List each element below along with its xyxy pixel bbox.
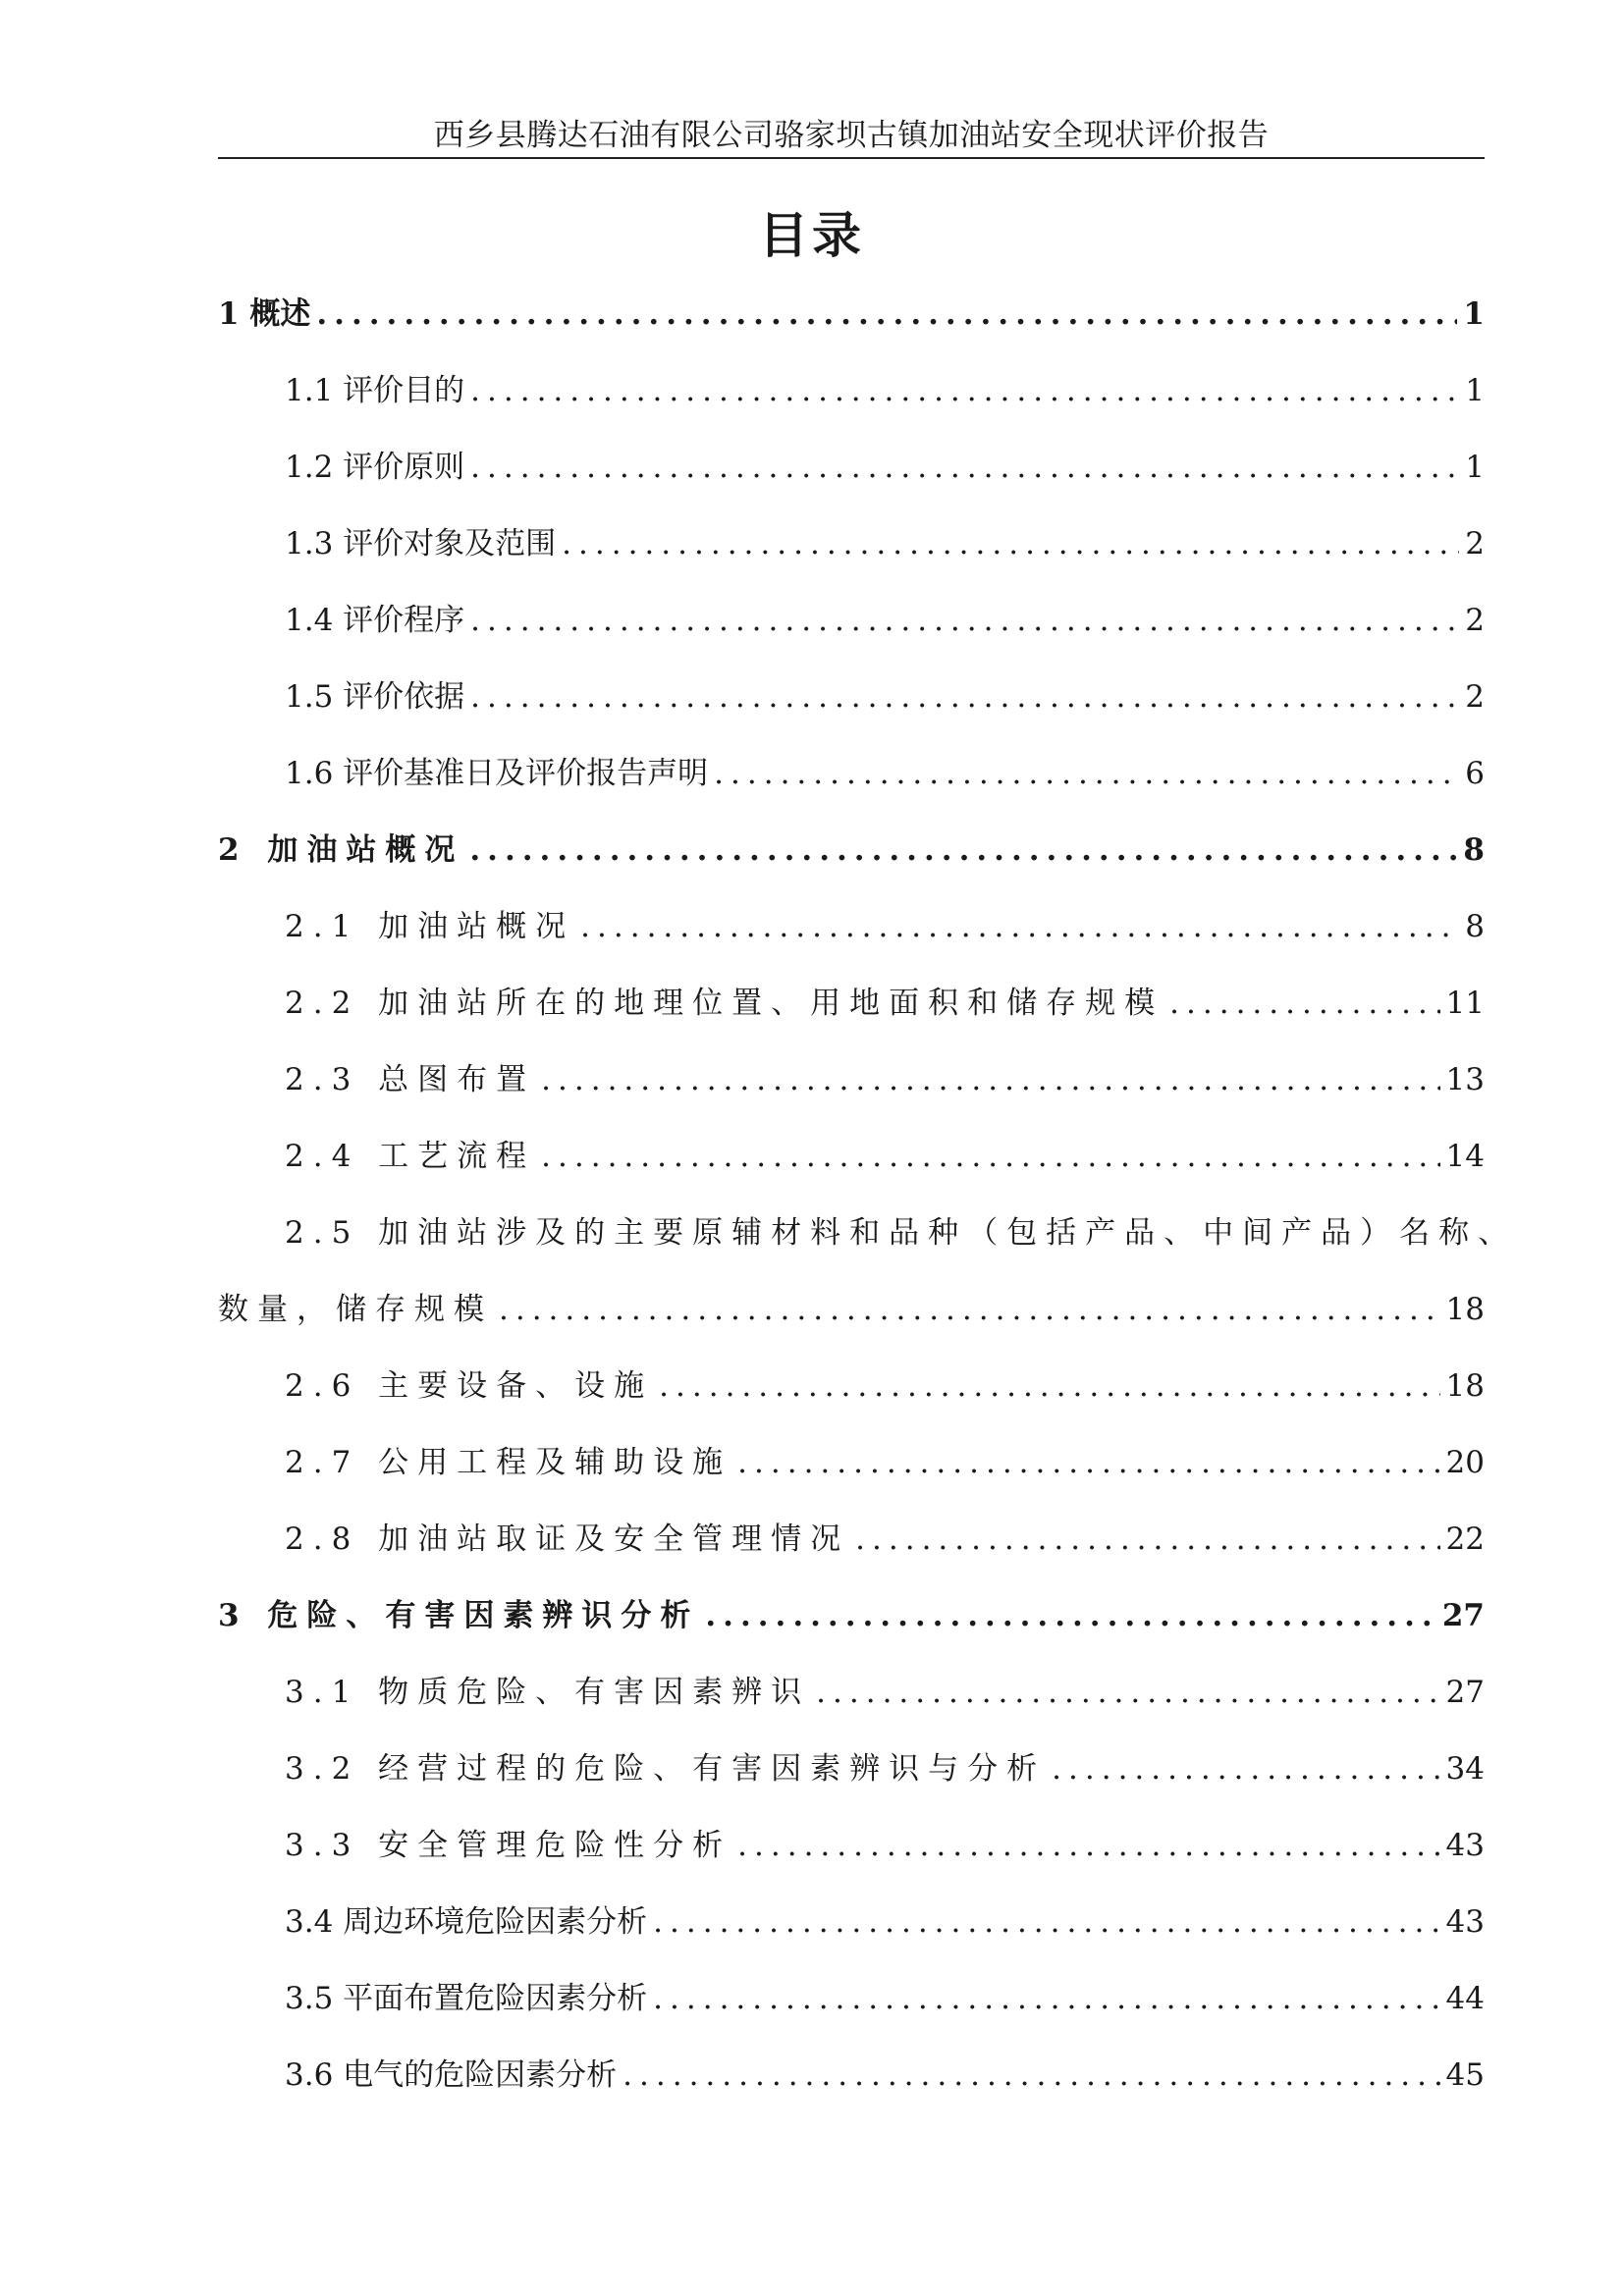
- toc-page-number: 1: [1465, 450, 1485, 485]
- toc-leader: [737, 1824, 1439, 1867]
- toc-entry-label: 1.2 评价原则: [285, 450, 465, 485]
- toc-leader: [705, 1594, 1435, 1637]
- toc-page-number: 8: [1465, 909, 1485, 944]
- toc-entry-2-6[interactable]: [218, 1364, 1485, 1408]
- toc-leader: [499, 1288, 1440, 1331]
- toc-entry-2-2[interactable]: [218, 982, 1485, 1025]
- toc-leader: [316, 293, 1457, 336]
- toc-entry-3-2[interactable]: [218, 1747, 1485, 1790]
- toc-page-number: 44: [1445, 1981, 1485, 2016]
- toc-leader: [659, 1364, 1439, 1408]
- toc-entry-1[interactable]: [218, 293, 1485, 336]
- toc-page-number: 6: [1465, 756, 1485, 791]
- toc-page-number: 13: [1445, 1062, 1485, 1097]
- toc-entry-label: 2.1 加油站概况: [285, 909, 575, 944]
- toc-page-number: 27: [1445, 1675, 1485, 1710]
- toc-leader: [470, 446, 1459, 489]
- toc-entry-3-1[interactable]: [218, 1671, 1485, 1714]
- toc-page-number: 14: [1445, 1139, 1485, 1174]
- toc-leader: [623, 2054, 1439, 2097]
- running-header: 西乡县腾达石油有限公司骆家坝古镇加油站安全现状评价报告: [433, 118, 1270, 153]
- toc-page-number: 20: [1445, 1445, 1485, 1480]
- toc-entry-1-2[interactable]: [218, 446, 1485, 489]
- toc-page-number: 34: [1445, 1751, 1485, 1787]
- toc-entry-label: 2.4 工艺流程: [285, 1139, 536, 1174]
- toc-entry-label: 3.6 电气的危险因素分析: [285, 2057, 618, 2093]
- toc-entry-1-5[interactable]: [218, 675, 1485, 719]
- toc-entry-2-5-continuation[interactable]: [218, 1288, 1485, 1331]
- toc-entry-label: 2.5 加油站涉及的主要原辅材料和品种（包括产品、中间产品）名称、: [285, 1215, 1518, 1251]
- toc-leader: [855, 1518, 1439, 1561]
- toc-entry-2-4[interactable]: [218, 1135, 1485, 1178]
- toc-leader: [469, 828, 1457, 872]
- toc-entry-1-4[interactable]: [218, 599, 1485, 642]
- toc-entry-2-8[interactable]: [218, 1518, 1485, 1561]
- toc-entry-label: 3.1 物质危险、有害因素辨识: [285, 1675, 811, 1710]
- toc-entry-label: 1.5 评价依据: [285, 679, 465, 715]
- toc-entry-label: 数量，储存规模: [218, 1292, 493, 1327]
- toc-entry-3-3[interactable]: [218, 1824, 1485, 1867]
- toc-entry-label: 1 概述: [218, 296, 311, 332]
- toc-entry-2[interactable]: [218, 828, 1485, 872]
- toc-page-number: 22: [1445, 1522, 1485, 1557]
- toc-entry-3-5[interactable]: [218, 1977, 1485, 2020]
- toc-leader: [816, 1671, 1439, 1714]
- toc-page-number: 1: [1463, 296, 1485, 332]
- toc-entry-label: 3.2 经营过程的危险、有害因素辨识与分析: [285, 1751, 1047, 1787]
- toc-entry-2-5[interactable]: [218, 1211, 1518, 1255]
- toc-entry-2-7[interactable]: [218, 1441, 1485, 1484]
- toc-page-number: 27: [1441, 1598, 1485, 1633]
- toc-entry-1-1[interactable]: [218, 369, 1485, 412]
- toc-entry-label: 3.4 周边环境危险因素分析: [285, 1904, 648, 1940]
- toc-page-number: 18: [1445, 1292, 1485, 1327]
- toc-entry-label: 2.3 总图布置: [285, 1062, 536, 1097]
- toc-entry-label: 1.4 评价程序: [285, 603, 465, 638]
- toc-page-number: 11: [1445, 986, 1485, 1021]
- toc-page-number: 43: [1445, 1828, 1485, 1863]
- toc-page-number: 8: [1463, 832, 1485, 868]
- toc-leader: [470, 369, 1459, 412]
- toc-entry-3-4[interactable]: [218, 1900, 1485, 1944]
- toc-page-number: 2: [1465, 603, 1485, 638]
- toc-leader: [470, 599, 1459, 642]
- toc-entry-label: 3.3 安全管理危险性分析: [285, 1828, 732, 1863]
- page-title: 目录: [759, 206, 865, 264]
- toc-entry-2-3[interactable]: [218, 1058, 1485, 1101]
- toc-entry-label: 2.8 加油站取证及安全管理情况: [285, 1522, 850, 1557]
- toc-page-number: 43: [1445, 1904, 1485, 1940]
- toc-page-number: 1: [1465, 373, 1485, 408]
- toc-leader: [580, 905, 1459, 948]
- toc-entry-label: 1.1 评价目的: [285, 373, 465, 408]
- toc-page-number: 45: [1445, 2057, 1485, 2093]
- toc-leader: [737, 1441, 1439, 1484]
- toc-leader: [1052, 1747, 1439, 1790]
- table-of-contents: [218, 0, 1518, 2296]
- toc-entry-label: 2 加油站概况: [218, 832, 464, 868]
- toc-entry-2-1[interactable]: [218, 905, 1485, 948]
- toc-entry-label: 2.6 主要设备、设施: [285, 1368, 654, 1404]
- toc-entry-label: 1.3 评价对象及范围: [285, 526, 557, 561]
- toc-leader: [541, 1058, 1439, 1101]
- toc-entry-label: 1.6 评价基准日及评价报告声明: [285, 756, 709, 791]
- toc-page-number: 2: [1465, 526, 1485, 561]
- toc-entry-3-6[interactable]: [218, 2054, 1485, 2097]
- toc-entry-1-3[interactable]: [218, 522, 1485, 565]
- toc-entry-label: 2.2 加油站所在的地理位置、用地面积和储存规模: [285, 986, 1164, 1021]
- toc-page-number: 2: [1465, 679, 1485, 715]
- toc-page-number: 18: [1445, 1368, 1485, 1404]
- toc-leader: [714, 752, 1459, 795]
- toc-entry-3[interactable]: [218, 1594, 1485, 1637]
- toc-leader: [653, 1977, 1439, 2020]
- toc-entry-label: 3 危险、有害因素辨识分析: [218, 1598, 700, 1633]
- toc-entry-label: 3.5 平面布置危险因素分析: [285, 1981, 648, 2016]
- toc-leader: [562, 522, 1459, 565]
- toc-leader: [470, 675, 1459, 719]
- toc-leader: [541, 1135, 1439, 1178]
- toc-entry-label: 2.7 公用工程及辅助设施: [285, 1445, 732, 1480]
- toc-leader: [1169, 982, 1439, 1025]
- toc-entry-1-6[interactable]: [218, 752, 1485, 795]
- toc-leader: [653, 1900, 1439, 1944]
